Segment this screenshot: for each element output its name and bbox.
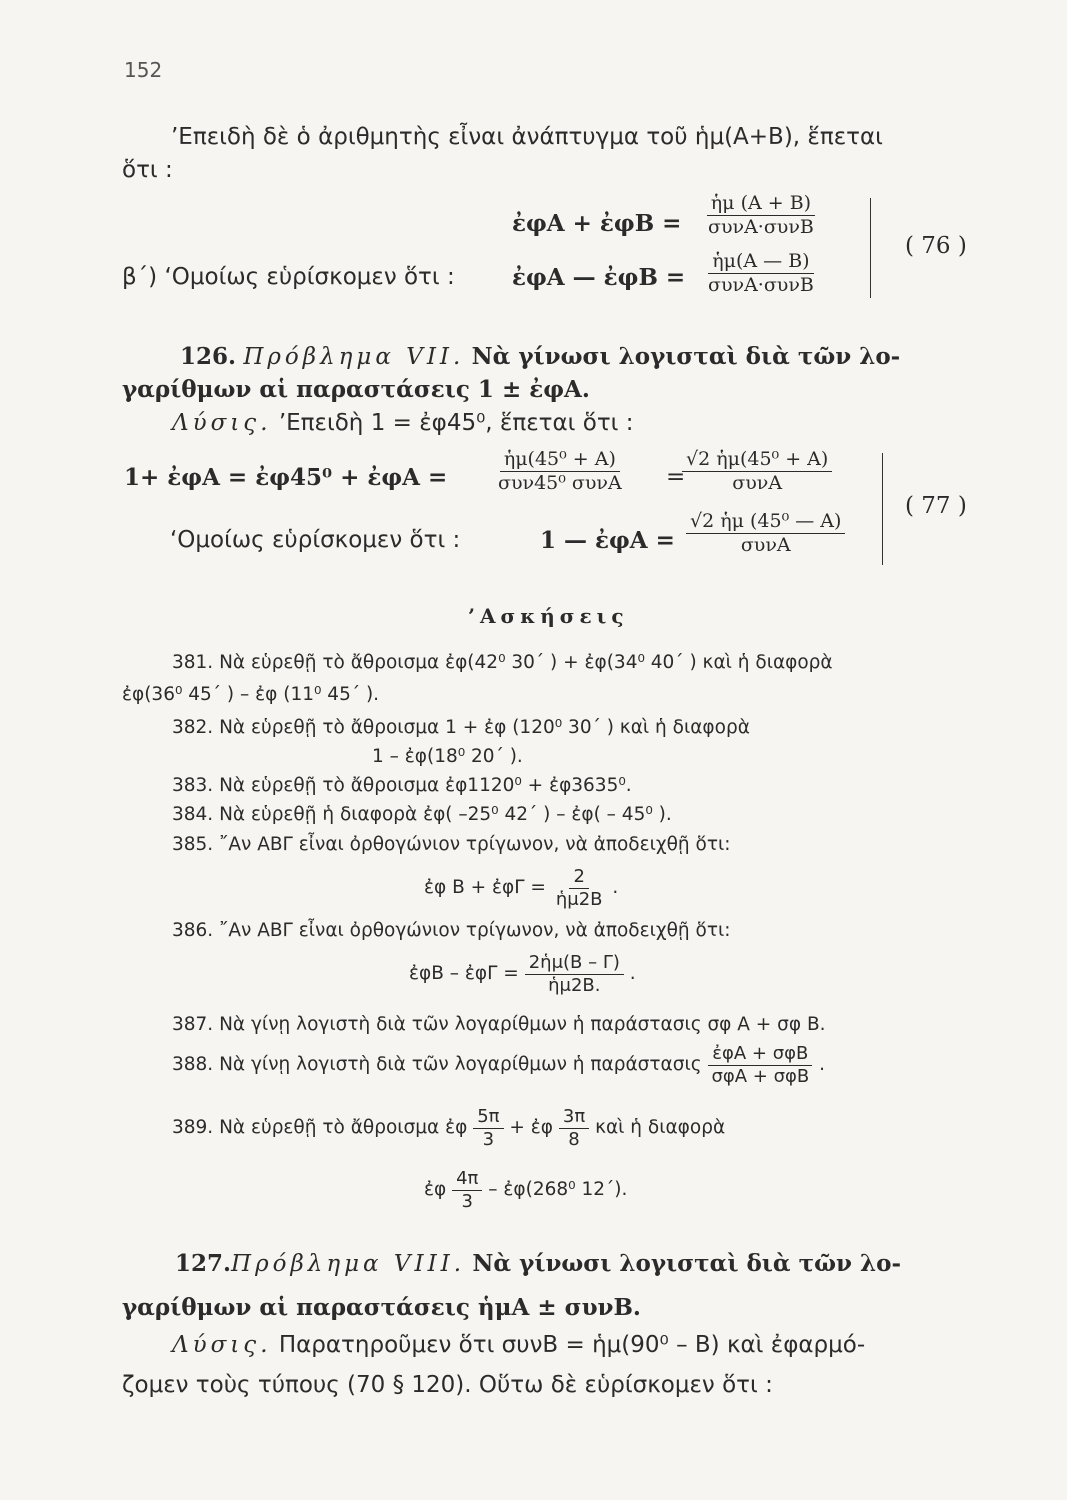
exercise-385-fraction — [552, 866, 607, 910]
eq76-row2-lhs: ἐφΑ — ἐφΒ = — [512, 264, 686, 291]
exercise-388-numerator: ἐφΑ + σφΒ — [708, 1043, 812, 1066]
eq77-row1-eq: = — [666, 464, 686, 490]
exercise-385-formula — [424, 866, 618, 910]
lysis-label-126: Λύσις. — [172, 410, 272, 436]
eq76-number: ( 76 ) — [905, 233, 967, 259]
beta-label: β΄) ‘Ομοίως εὑρίσκομεν ὅτι : — [122, 264, 455, 290]
exercise-389-line-1 — [172, 1106, 725, 1150]
exercise-381-line-2: ἐφ(36⁰ 45΄ ) – ἐφ (11⁰ 45΄ ). — [122, 684, 380, 705]
exercise-389-f3-denominator: 3 — [461, 1190, 473, 1212]
exercise-382-line-1: 382. Νὰ εὑρεθῇ τὸ ἄθροισμα 1 + ἐφ (120⁰ 30΄ ) καὶ ἡ διαφορὰ — [172, 717, 750, 738]
section-126-heading — [180, 343, 900, 370]
exercise-383: 383. Νὰ εὑρεθῇ τὸ ἄθροισμα ἐφ1120⁰ + ἐφ3635⁰. — [172, 775, 632, 796]
exercise-389-f2-denominator: 8 — [568, 1128, 580, 1150]
exercise-381-line-1: 381. Νὰ εὑρεθῇ τὸ ἄθροισμα ἐφ(42⁰ 30΄ ) + ἐφ(34⁰ 40΄ ) καὶ ἡ διαφορὰ — [172, 652, 833, 673]
exercise-389-line-2 — [424, 1168, 627, 1212]
exercise-389-tail: καὶ ἡ διαφορὰ — [595, 1117, 726, 1139]
eq77-row1-numerator-1: ἡμ(45⁰ + Α) — [500, 448, 620, 472]
exercise-386-denominator: ἡμ2Β. — [548, 974, 601, 996]
section-126-title-1: Νὰ γίνωσι λογισταὶ διὰ τῶν λο- — [471, 343, 901, 370]
intro-line-2: ὅτι : — [122, 157, 173, 183]
exercises-title: ’Ασκήσεις — [468, 604, 629, 628]
exercise-386-end: . — [629, 963, 636, 985]
exercise-385-end: . — [612, 877, 619, 899]
exercise-389-f3-numerator: 4π — [452, 1168, 482, 1191]
section-127-title-2: γαρίθμων αἱ παραστάσεις ἡμΑ ± συνΒ. — [122, 1294, 641, 1321]
exercise-385-numerator: 2 — [569, 866, 588, 889]
section-127-lysis — [172, 1332, 865, 1358]
exercise-384: 384. Νὰ εὑρεθῇ ἡ διαφορὰ ἐφ( –25⁰ 42΄ ) – ἐφ( – 45⁰ ). — [172, 804, 672, 825]
eq76-row1-lhs: ἐφΑ + ἐφΒ = — [512, 210, 682, 237]
exercise-385-line-1: 385. ῎Αν ΑΒΓ εἶναι ὀρθογώνιον τρίγωνον, νὰ ἀποδειχθῇ ὅτι: — [172, 834, 731, 855]
eq76-row2-numerator: ἡμ(Α — Β) — [708, 250, 813, 274]
section-127-last-line: ζομεν τοὺς τύπους (70 § 120). Οὕτω δὲ εὑρίσκομεν ὅτι : — [122, 1372, 773, 1398]
exercise-389-fraction-1 — [473, 1106, 503, 1150]
eq77-row1-fraction-2 — [682, 448, 832, 495]
lysis-label-127: Λύσις. — [172, 1332, 272, 1358]
exercise-382-line-2: 1 – ἐφ(18⁰ 20΄ ). — [372, 746, 523, 767]
section-127-number: 127. — [175, 1250, 232, 1277]
intro-line-1: ’Επειδὴ δὲ ὁ ἀριθμητὴς εἶναι ἀνάπτυγμα τοῦ ἡμ(Α+Β), ἕπεται — [171, 124, 883, 150]
eq77-row2-fraction — [686, 510, 845, 557]
eq77-row1-fraction-1 — [494, 448, 626, 495]
exercise-385-denominator: ἡμ2Β — [555, 888, 603, 910]
exercise-388-denominator: σφΑ + σφΒ — [711, 1065, 810, 1087]
lysis-text-127: Παρατηροῦμεν ὅτι συνΒ = ἡμ(90⁰ – Β) καὶ ἐφαρμό- — [278, 1332, 866, 1358]
eq77-row1-numerator-2: √2 ἡμ(45⁰ + Α) — [682, 448, 832, 472]
exercise-389-mid: + ἐφ — [509, 1117, 553, 1139]
lysis-text-126: ’Επειδὴ 1 = ἐφ45⁰, ἕπεται ὅτι : — [278, 410, 634, 436]
eq76-row1-fraction — [704, 192, 818, 239]
exercise-388-end: . — [819, 1054, 825, 1076]
eq77-brace — [874, 453, 883, 565]
exercise-389-l2-pre: ἐφ — [424, 1179, 447, 1201]
exercise-385-lhs: ἐφ Β + ἐφΓ = — [424, 877, 546, 899]
eq76-row1-numerator: ἡμ (Α + Β) — [707, 192, 815, 216]
exercise-389-text: 389. Νὰ εὑρεθῇ τὸ ἄθροισμα ἐφ — [172, 1117, 468, 1139]
exercise-388-text: 388. Νὰ γίνῃ λογιστὴ διὰ τῶν λογαρίθμων ἡ παράστασις — [172, 1054, 702, 1076]
exercise-389-f2-numerator: 3π — [559, 1106, 589, 1129]
eq77-row2-denominator: συνΑ — [740, 533, 791, 556]
page-number: 152 — [124, 58, 163, 82]
eq77-row2-label: ‘Ομοίως εὑρίσκομεν ὅτι : — [170, 527, 461, 553]
exercise-389-fraction-2 — [559, 1106, 589, 1150]
eq77-number: ( 77 ) — [905, 493, 967, 519]
eq77-row1-lhs: 1+ ἐφΑ = ἐφ45⁰ + ἐφΑ = — [124, 464, 448, 491]
section-126-label: Πρόβλημα VII. — [243, 344, 465, 370]
exercise-386-formula — [409, 952, 636, 996]
exercise-389-f1-numerator: 5π — [473, 1106, 503, 1129]
exercise-386-numerator: 2ἡμ(Β – Γ) — [525, 952, 624, 975]
exercise-388 — [172, 1043, 825, 1087]
exercise-389-l2-post: – ἐφ(268⁰ 12΄). — [488, 1179, 628, 1201]
exercise-386-lhs: ἐφΒ – ἐφΓ = — [409, 963, 519, 985]
exercise-387: 387. Νὰ γίνῃ λογιστὴ διὰ τῶν λογαρίθμων ἡ παράστασις σφ Α + σφ Β. — [172, 1014, 826, 1035]
section-126-number: 126. — [180, 343, 237, 370]
exercise-386-line-1: 386. ῎Αν ΑΒΓ εἶναι ὀρθογώνιον τρίγωνον, νὰ ἀποδειχθῇ ὅτι: — [172, 920, 731, 941]
section-126-lysis — [172, 410, 634, 436]
section-127-title-1: Νὰ γίνωσι λογισταὶ διὰ τῶν λο- — [472, 1250, 901, 1277]
exercise-386-fraction — [525, 952, 624, 996]
section-126-title-2: γαρίθμων αἱ παραστάσεις 1 ± ἐφΑ. — [122, 376, 590, 403]
eq77-row2-lhs: 1 — ἐφΑ = — [540, 527, 675, 554]
eq77-row1-denominator-2: συνΑ — [732, 471, 783, 494]
eq76-brace — [862, 198, 871, 298]
exercise-389-f1-denominator: 3 — [482, 1128, 495, 1150]
eq77-row2-numerator: √2 ἡμ (45⁰ — Α) — [686, 510, 845, 534]
eq77-row1-denominator-1: συν45⁰ συνΑ — [498, 471, 622, 494]
exercise-388-fraction — [707, 1043, 813, 1087]
section-127-heading — [175, 1250, 901, 1277]
section-127-label: Πρόβλημα VIII. — [231, 1251, 466, 1277]
eq76-row1-denominator: συνΑ·συνΒ — [708, 215, 814, 238]
eq76-row2-fraction — [704, 250, 818, 297]
eq76-row2-denominator: συνΑ·συνΒ — [708, 273, 814, 296]
exercise-389-fraction-3 — [452, 1168, 482, 1212]
